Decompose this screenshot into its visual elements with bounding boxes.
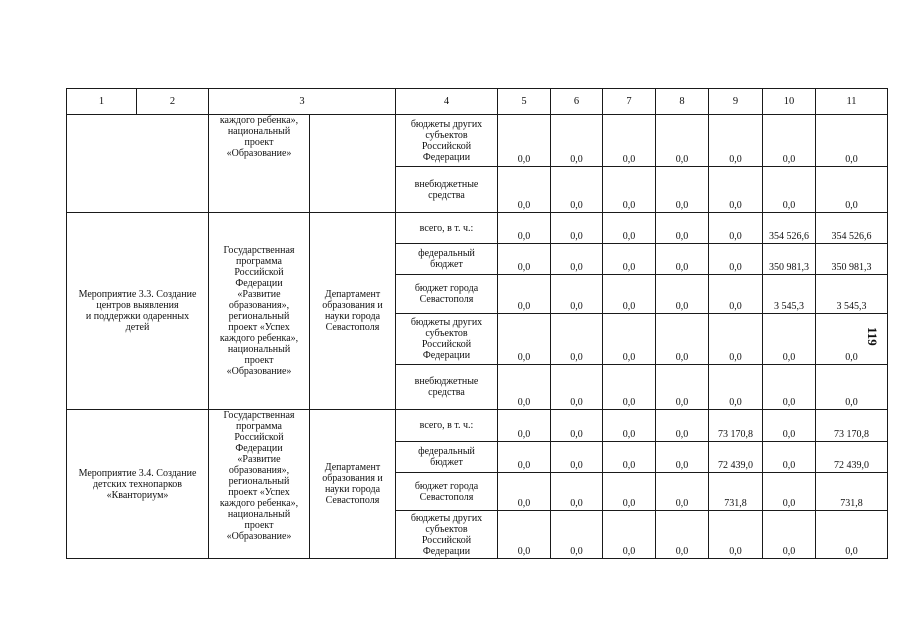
value-cell: 0,0 [656,275,709,314]
funding-source-cell [396,275,498,314]
funding-source-label: бюджеты других субъектов Российской Федерации [410,118,483,163]
funding-source-cell [396,167,498,213]
budget-table [66,88,888,559]
column-number: 10 [763,89,816,115]
funding-source-cell [396,213,498,244]
value-cell: 0,0 [551,115,603,167]
value-cell: 0,0 [763,511,816,559]
measure-name: Мероприятие 3.3. Создание центров выявления и поддержки одаренных детей [78,289,197,333]
department-text: Департамент образования и науки города Севастополя [322,462,383,506]
value-cell: 0,0 [656,473,709,511]
value-cell: 0,0 [656,442,709,473]
program-cell [209,213,310,410]
measure-name-cell [67,213,209,410]
funding-source-cell [396,115,498,167]
value-cell: 0,0 [656,244,709,275]
measure-name-cell [67,410,209,559]
column-number: 8 [656,89,709,115]
value-cell: 0,0 [551,365,603,410]
value-cell: 0,0 [603,115,656,167]
value-cell: 73 170,8 [709,410,763,442]
value-cell: 0,0 [551,275,603,314]
value-cell: 0,0 [603,314,656,365]
value-cell: 0,0 [709,511,763,559]
value-cell: 0,0 [498,275,551,314]
value-cell: 0,0 [551,442,603,473]
value-cell: 0,0 [603,275,656,314]
value-cell: 0,0 [498,511,551,559]
value-cell: 0,0 [603,473,656,511]
column-number: 7 [603,89,656,115]
funding-source-label: бюджеты других субъектов Российской Федерации [410,317,483,361]
value-cell: 0,0 [551,473,603,511]
column-number: 2 [137,89,209,115]
value-cell: 0,0 [816,365,888,410]
funding-source-cell [396,511,498,559]
value-cell: 0,0 [551,314,603,365]
value-cell: 0,0 [709,115,763,167]
column-number: 1 [67,89,137,115]
value-cell: 0,0 [498,213,551,244]
program-cell [209,115,310,213]
program-text: каждого ребенка», национальный проект «Образование» [219,115,299,159]
program-text: Государственная программа Российской Федерации «Развитие образования», региональный проект «Успех каждого ребенка», национальный проект «Образование» [219,245,299,377]
funding-source-cell [396,244,498,275]
table-row [67,115,888,167]
funding-source-label: внебюджетные средства [414,376,479,398]
value-cell: 0,0 [603,167,656,213]
value-cell: 3 545,3 [816,275,888,314]
funding-source-cell [396,473,498,511]
funding-source-label: внебюджетные средства [414,178,479,201]
funding-source-cell [396,442,498,473]
value-cell: 0,0 [763,473,816,511]
value-cell: 0,0 [498,314,551,365]
value-cell: 350 981,3 [763,244,816,275]
value-cell: 0,0 [709,365,763,410]
value-cell: 0,0 [763,115,816,167]
column-number-header-row [67,89,888,115]
value-cell: 354 526,6 [763,213,816,244]
value-cell: 731,8 [709,473,763,511]
funding-source-label: всего, в т. ч.: [419,222,474,234]
value-cell: 73 170,8 [816,410,888,442]
funding-source-cell [396,410,498,442]
value-cell: 0,0 [816,167,888,213]
value-cell: 0,0 [709,244,763,275]
value-cell: 0,0 [709,167,763,213]
measure-name-cell [67,115,209,213]
value-cell: 0,0 [551,213,603,244]
value-cell: 3 545,3 [763,275,816,314]
value-cell: 0,0 [816,511,888,559]
funding-source-label: бюджет города Севастополя [414,283,479,305]
value-cell: 0,0 [603,442,656,473]
value-cell: 0,0 [656,167,709,213]
value-cell: 0,0 [551,511,603,559]
table-row [67,213,888,244]
value-cell: 0,0 [603,244,656,275]
value-cell: 0,0 [551,410,603,442]
department-text: Департамент образования и науки города Севастополя [322,289,383,333]
measure-name: Мероприятие 3.4. Создание детских технопарков «Кванториум» [78,467,197,501]
funding-source-label: бюджеты других субъектов Российской Федерации [410,512,483,557]
value-cell: 0,0 [656,511,709,559]
value-cell: 0,0 [763,442,816,473]
value-cell: 0,0 [603,213,656,244]
value-cell: 0,0 [656,213,709,244]
program-cell [209,410,310,559]
value-cell: 0,0 [551,244,603,275]
value-cell: 0,0 [709,213,763,244]
value-cell: 0,0 [498,167,551,213]
value-cell: 0,0 [498,442,551,473]
value-cell: 0,0 [763,410,816,442]
value-cell: 0,0 [816,314,888,365]
funding-source-cell [396,314,498,365]
department-cell [310,410,396,559]
value-cell: 731,8 [816,473,888,511]
value-cell: 0,0 [498,473,551,511]
value-cell: 0,0 [656,314,709,365]
funding-source-cell [396,365,498,410]
value-cell: 72 439,0 [709,442,763,473]
value-cell: 0,0 [603,410,656,442]
value-cell: 0,0 [656,365,709,410]
value-cell: 0,0 [603,511,656,559]
value-cell: 350 981,3 [816,244,888,275]
value-cell: 354 526,6 [816,213,888,244]
value-cell: 0,0 [816,115,888,167]
column-number: 4 [396,89,498,115]
department-cell [310,213,396,410]
value-cell: 0,0 [656,115,709,167]
value-cell: 0,0 [498,410,551,442]
value-cell: 0,0 [498,365,551,410]
value-cell: 0,0 [656,410,709,442]
column-number: 5 [498,89,551,115]
column-number: 11 [816,89,888,115]
funding-source-label: федеральный бюджет [418,446,475,468]
column-number: 6 [551,89,603,115]
table-row [67,410,888,442]
page-number: 119 [865,327,880,346]
value-cell: 0,0 [763,365,816,410]
value-cell: 0,0 [709,275,763,314]
funding-source-label: федеральный бюджет [418,248,475,270]
value-cell: 0,0 [498,115,551,167]
value-cell: 0,0 [551,167,603,213]
column-number: 9 [709,89,763,115]
value-cell: 0,0 [603,365,656,410]
value-cell: 0,0 [763,167,816,213]
funding-source-label: бюджет города Севастополя [414,480,479,503]
column-number: 3 [209,89,396,115]
value-cell: 0,0 [498,244,551,275]
value-cell: 0,0 [709,314,763,365]
program-text: Государственная программа Российской Федерации «Развитие образования», региональный проект «Успех каждого ребенка», национальный проект «Образование» [219,410,299,542]
funding-source-label: всего, в т. ч.: [419,420,474,431]
department-cell [310,115,396,213]
value-cell: 72 439,0 [816,442,888,473]
value-cell: 0,0 [763,314,816,365]
